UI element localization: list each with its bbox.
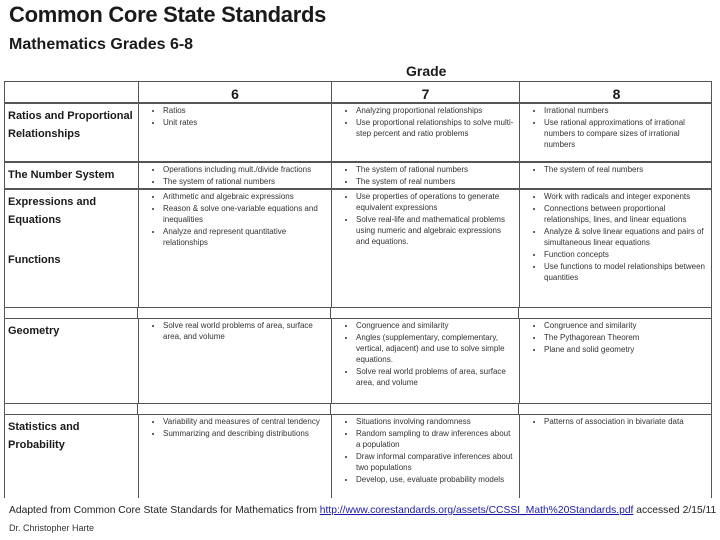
- grade-7-cell: [332, 415, 520, 498]
- standards-list: [332, 164, 515, 187]
- table-row: [4, 189, 712, 308]
- list-item: • Ratios: [163, 105, 327, 116]
- list-item: • Patterns of association in bivariate data: [544, 416, 709, 427]
- category-label: Expressions and Equations: [8, 196, 97, 226]
- page-subtitle: Mathematics Grades 6-8: [9, 36, 194, 53]
- attribution-prefix: Adapted from Common Core State Standards for Mathematics from: [9, 505, 320, 516]
- row-gap: [4, 308, 712, 318]
- table-row: [4, 103, 712, 162]
- standards-list: [332, 105, 515, 139]
- grade-6-header: 6: [139, 82, 332, 102]
- list-item: • Operations including mult./divide fractions: [163, 164, 327, 175]
- grade-8-cell: [520, 319, 712, 403]
- list-item: • Use functions to model relationships between quantities: [544, 261, 709, 283]
- grade-7-cell: [332, 104, 520, 161]
- list-item: • Analyze & solve linear equations and pairs of simultaneous linear equations: [544, 226, 709, 248]
- grade-8-cell: [520, 104, 712, 161]
- list-item: • Analyzing proportional relationships: [356, 105, 515, 116]
- list-item: • Plane and solid geometry: [544, 344, 709, 355]
- list-item: • Congruence and similarity: [356, 320, 515, 331]
- grade-6-cell: [139, 104, 332, 161]
- grade-7-cell: [332, 319, 520, 403]
- source-link[interactable]: http://www.corestandards.org/assets/CCSSI_Math%20Standards.pdf: [319, 505, 634, 516]
- list-item: • Analyze and represent quantitative relationships: [163, 226, 327, 248]
- standards-list: [139, 416, 327, 439]
- table-row: [4, 318, 712, 404]
- list-item: • Work with radicals and integer exponents: [544, 191, 709, 202]
- list-item: • Irrational numbers: [544, 105, 709, 116]
- list-item: • Variability and measures of central tendency: [163, 416, 327, 427]
- list-item: • Use properties of operations to generate equivalent expressions: [356, 191, 515, 213]
- grade-6-cell: [139, 415, 332, 498]
- attribution-text: [9, 505, 716, 516]
- grade-8-header: 8: [612, 86, 621, 102]
- list-item: • Situations involving randomness: [356, 416, 515, 427]
- list-item: • Use rational approximations of irrational numbers to compare sizes of irrational numbers: [544, 117, 709, 150]
- author-name: Dr. Christopher Harte: [9, 523, 95, 533]
- category-cell: [5, 319, 139, 403]
- list-item: • Solve real-life and mathematical problems using numeric and algebraic expressions and equations.: [356, 214, 515, 247]
- category-label: Ratios and Proportional Relationships: [8, 110, 133, 140]
- grade-8-cell: [520, 190, 712, 307]
- list-item: • Use proportional relationships to solve multi-step percent and ratio problems: [356, 117, 515, 139]
- list-item: • The system of rational numbers: [356, 164, 515, 175]
- grade-7-cell: [332, 163, 520, 188]
- list-item: • Reason & solve one-variable equations and inequalities: [163, 203, 327, 225]
- category-label: Functions: [8, 254, 61, 266]
- standards-list: [139, 105, 327, 128]
- header-blank-cell: [5, 82, 139, 102]
- list-item: • The Pythagorean Theorem: [544, 332, 709, 343]
- standards-list: [520, 191, 709, 283]
- list-item: • Develop, use, evaluate probability models: [356, 474, 515, 485]
- standards-list: [520, 416, 709, 427]
- standards-list: [520, 105, 709, 150]
- grade-6-cell: [139, 190, 332, 307]
- list-item: • Function concepts: [544, 249, 709, 260]
- grade-8-cell: [520, 415, 712, 498]
- table-header-row: [4, 81, 712, 103]
- table-row: [4, 162, 712, 189]
- list-item: • Angles (supplementary, complementary, vertical, adjacent) and use to solve simple equations.: [356, 332, 515, 365]
- list-item: • Solve real world problems of area, surface area, and volume: [356, 366, 515, 388]
- page-title: Common Core State Standards: [9, 2, 327, 27]
- list-item: • Congruence and similarity: [544, 320, 709, 331]
- category-cell: [5, 163, 139, 188]
- list-item: • Connections between proportional relationships, lines, and linear equations: [544, 203, 709, 225]
- row-gap: [4, 404, 712, 414]
- standards-list: [520, 164, 709, 175]
- standards-table: [4, 81, 712, 498]
- standards-list: [332, 320, 515, 388]
- list-item: • Random sampling to draw inferences about a population: [356, 428, 515, 450]
- list-item: • Solve real world problems of area, surface area, and volume: [163, 320, 327, 342]
- grade-6-cell: [139, 319, 332, 403]
- grade-7-header: 7: [332, 82, 520, 102]
- category-label: Statistics and Probability: [8, 421, 80, 451]
- standards-list: [139, 191, 327, 248]
- grade-6-cell: [139, 163, 332, 188]
- list-item: • Unit rates: [163, 117, 327, 128]
- standards-list: [139, 164, 327, 187]
- grade-8-cell: [520, 163, 712, 188]
- list-item: • Summarizing and describing distributions: [163, 428, 327, 439]
- category-cell: [5, 190, 139, 307]
- grade-heading: Grade: [406, 63, 447, 79]
- attribution-suffix: accessed 2/15/11: [633, 505, 717, 516]
- list-item: • Draw informal comparative inferences about two populations: [356, 451, 515, 473]
- standards-list: [139, 320, 327, 342]
- list-item: • The system of rational numbers: [163, 176, 327, 187]
- category-cell: [5, 415, 139, 498]
- category-label: The Number System: [8, 169, 115, 181]
- list-item: • Arithmetic and algebraic expressions: [163, 191, 327, 202]
- grade-7-cell: [332, 190, 520, 307]
- standards-list: [520, 320, 709, 355]
- standards-list: [332, 416, 515, 485]
- table-row: [4, 414, 712, 498]
- standards-list: [332, 191, 515, 247]
- list-item: • The system of real numbers: [544, 164, 709, 175]
- category-cell: [5, 104, 139, 161]
- list-item: • The system of real numbers: [356, 176, 515, 187]
- category-label: Geometry: [8, 325, 60, 337]
